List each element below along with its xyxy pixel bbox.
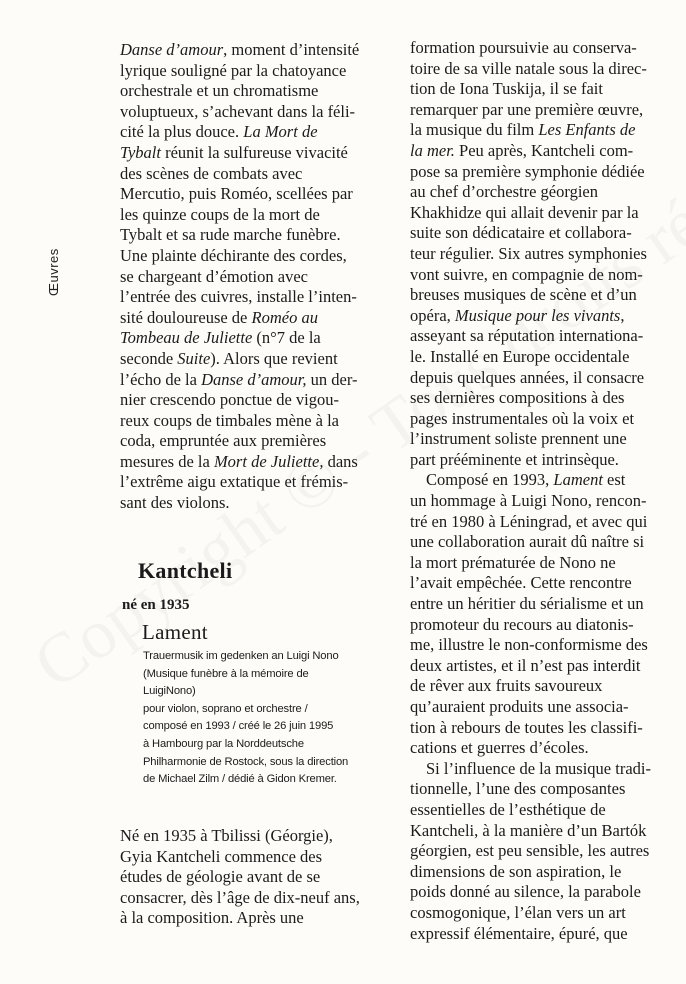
text-line: une collaboration aurait dû naître si bbox=[410, 532, 645, 552]
text-line: coda, empruntée aux premières bbox=[120, 431, 327, 451]
text-line: études de géologie avant de se bbox=[120, 867, 321, 887]
work-detail-line: Philharmonie de Rostock, sous la direction bbox=[143, 755, 349, 768]
text-line: cations et guerres d’écoles. bbox=[410, 738, 589, 758]
work-detail-line: à Hambourg par la Norddeutsche bbox=[143, 737, 304, 750]
text-line: Mercutio, puis Roméo, scellées par bbox=[120, 184, 353, 204]
text-line: expressif élémentaire, épuré, que bbox=[410, 923, 628, 943]
text-line: essentielles de l’esthétique de bbox=[410, 799, 606, 819]
text-line: remarquer par une première œuvre, bbox=[410, 99, 644, 119]
text-line: l’écho de la Danse d’amour, un der- bbox=[120, 369, 358, 389]
text-line: Une plainte déchirante des cordes, bbox=[120, 245, 347, 265]
text-line: Khakhidze qui allait devenir par la bbox=[410, 202, 639, 222]
text-line: reux coups de timbales mène à la bbox=[120, 410, 340, 430]
left-column bbox=[120, 40, 392, 514]
text-line: dimensions de son aspiration, le bbox=[410, 861, 622, 881]
text-line: à la composition. Après une bbox=[120, 908, 304, 928]
text-line: tion à rebours de toutes les classifi- bbox=[410, 717, 643, 737]
text-line: tré en 1980 à Léningrad, et avec qui bbox=[410, 511, 648, 531]
paragraph-biography-continued bbox=[410, 38, 662, 944]
text-line: la mort prématurée de Nono ne bbox=[410, 552, 616, 572]
text-line: géorgien, est peu sensible, les autres bbox=[410, 841, 650, 861]
text-line: mesures de la Mort de Juliette, dans bbox=[120, 451, 358, 471]
text-line: breuses musiques de scène et d’un bbox=[410, 285, 637, 305]
text-line: cité la plus douce. La Mort de bbox=[120, 122, 318, 142]
text-line: lyrique souligné par la chatoyance bbox=[120, 60, 347, 80]
paragraph-biography bbox=[120, 826, 392, 929]
bio-column-start bbox=[120, 826, 392, 929]
text-line: suite son dédicataire et collabora- bbox=[410, 223, 632, 243]
text-line: Kantcheli, à la manière d’un Bartók bbox=[410, 820, 647, 840]
text-line: orchestrale et un chromatisme bbox=[120, 81, 319, 101]
text-line: vont suivre, en compagnie de nom- bbox=[410, 264, 643, 284]
text-line: un hommage à Luigi Nono, rencon- bbox=[410, 491, 647, 511]
text-line: pages instrumentales où la voix et bbox=[410, 408, 635, 428]
text-line: le. Installé en Europe occidentale bbox=[410, 346, 630, 366]
work-detail-line: LuigiNono) bbox=[143, 685, 196, 698]
paragraph-romeo-juliette bbox=[120, 40, 392, 514]
text-line: l’entrée des cuivres, installe l’inten- bbox=[120, 287, 357, 307]
text-line: les quinze coups de la mort de bbox=[120, 204, 320, 224]
text-line: l’extrême aigu extatique et frémis- bbox=[120, 472, 349, 492]
text-line: consacrer, dès l’âge de dix-neuf ans, bbox=[120, 887, 360, 907]
text-line: nier crescendo ponctue de vigou- bbox=[120, 390, 339, 410]
text-line: de rêver aux fruits savoureux bbox=[410, 676, 603, 696]
work-detail-line: composé en 1993 / créé le 26 juin 1995 bbox=[143, 720, 334, 733]
text-line: Danse d’amour, moment d’intensité bbox=[120, 40, 360, 59]
text-line: Né en 1935 à Tbilissi (Géorgie), bbox=[120, 826, 333, 845]
text-line: Composé en 1993, Lament est bbox=[426, 470, 626, 490]
composer-birth: né en 1935 bbox=[122, 597, 190, 613]
text-line: au chef d’orchestre géorgien bbox=[410, 182, 598, 202]
text-line: Gyia Kantcheli commence des bbox=[120, 846, 323, 866]
text-line: la musique du film Les Enfants de bbox=[410, 120, 636, 140]
composer-name: Kantcheli bbox=[138, 558, 233, 583]
text-line: l’avait empêchée. Cette rencontre bbox=[410, 573, 632, 593]
right-column bbox=[410, 38, 662, 944]
text-line: deux artistes, et il n’est pas interdit bbox=[410, 655, 641, 675]
text-line: toire de sa ville natale sous la direc- bbox=[410, 58, 647, 78]
text-line: la mer. Peu après, Kantcheli com- bbox=[410, 140, 634, 160]
work-detail-line: (Musique funèbre à la mémoire de bbox=[143, 667, 309, 680]
work-details bbox=[143, 648, 383, 789]
text-line: part prééminente et intrinsèque. bbox=[410, 449, 619, 469]
text-line: qu’auraient produits une associa- bbox=[410, 697, 629, 716]
text-line: voluptueux, s’achevant dans la féli- bbox=[120, 101, 356, 121]
work-detail-line: pour violon, soprano et orchestre / bbox=[143, 702, 308, 715]
text-line: Tybalt et sa rude marche funèbre. bbox=[120, 225, 341, 245]
text-line: Tybalt réunit la sulfureuse vivacité bbox=[120, 142, 348, 162]
work-detail-line: de Michael Zilm / dédié à Gidon Kremer. bbox=[143, 773, 337, 786]
text-line: des scènes de combats avec bbox=[120, 163, 303, 183]
text-line: promoteur du recours au diatonis- bbox=[410, 614, 634, 634]
text-line: formation poursuivie au conserva- bbox=[410, 38, 637, 57]
text-line: l’instrument soliste prennent une bbox=[410, 429, 627, 449]
text-line: Tombeau de Juliette (n°7 de la bbox=[120, 328, 321, 348]
text-line: Si l’influence de la musique tradi- bbox=[426, 758, 651, 778]
text-line: entre un héritier du sérialisme et un bbox=[410, 594, 644, 614]
work-detail-line: Trauermusik im gedenken an Luigi Nono bbox=[143, 650, 339, 662]
text-line: sité douloureuse de Roméo au bbox=[120, 307, 318, 327]
text-line: teur régulier. Six autres symphonies bbox=[410, 243, 647, 263]
text-line: tionnelle, l’une des composantes bbox=[410, 779, 626, 799]
text-line: sant des violons. bbox=[120, 493, 230, 513]
section-label: Œuvres bbox=[46, 248, 61, 296]
text-line: seconde Suite). Alors que revient bbox=[120, 348, 338, 368]
text-line: opéra, Musique pour les vivants, bbox=[410, 305, 625, 325]
text-line: cosmogonique, l’élan vers un art bbox=[410, 902, 626, 922]
text-line: ses dernières compositions à des bbox=[410, 388, 625, 408]
text-line: poids donné au silence, la parabole bbox=[410, 882, 641, 902]
text-line: se chargeant d’émotion avec bbox=[120, 266, 308, 286]
work-title: Lament bbox=[142, 620, 208, 644]
text-line: tion de Iona Tuskija, il se fait bbox=[410, 79, 603, 99]
text-line: depuis quelques années, il consacre bbox=[410, 367, 645, 387]
text-line: asseyant sa réputation internationa- bbox=[410, 326, 644, 346]
text-line: pose sa première symphonie dédiée bbox=[410, 161, 645, 181]
text-line: me, illustre le non-conformisme des bbox=[410, 635, 648, 655]
